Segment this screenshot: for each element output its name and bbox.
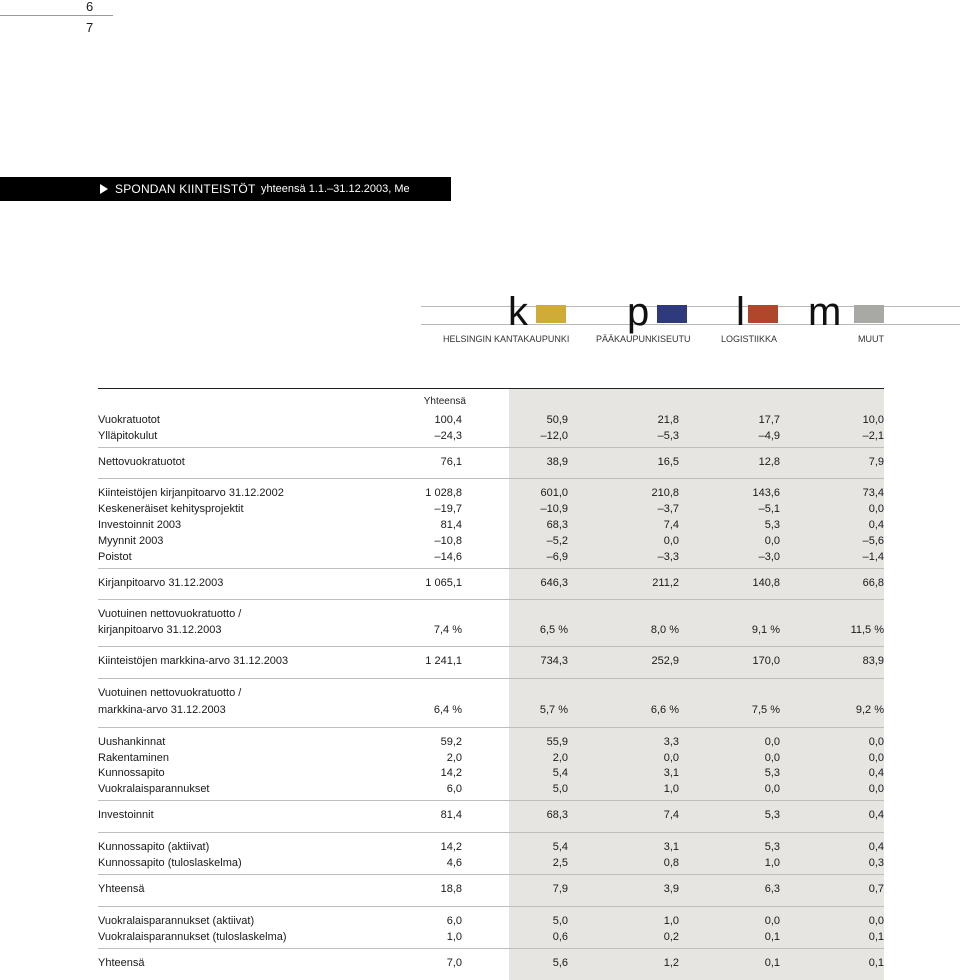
cell-category-m: –1,4 [862, 551, 884, 563]
cell-category-l: 5,3 [764, 519, 780, 531]
cell-category-m: 0,4 [868, 841, 884, 853]
cell-category-k: 68,3 [546, 519, 568, 531]
cell-category-p: –5,3 [657, 430, 679, 442]
cell-category-p: 6,6 % [650, 704, 679, 716]
category-letter-k: k [508, 290, 528, 334]
cell-category-l: 5,3 [764, 767, 780, 779]
cell-category-l: 0,0 [764, 535, 780, 547]
table-top-rule [98, 388, 884, 389]
row-label: Vuokralaisparannukset [98, 783, 210, 795]
cell-total: –19,7 [434, 503, 462, 515]
category-label-m: MUUT [858, 334, 884, 344]
cell-category-m: 0,4 [868, 519, 884, 531]
cell-category-k: 5,4 [552, 841, 568, 853]
cell-total: 6,4 % [433, 704, 462, 716]
cell-category-m: 83,9 [862, 655, 884, 667]
cell-total: –10,8 [434, 535, 462, 547]
cell-total: 81,4 [440, 809, 462, 821]
row-label: Vuokralaisparannukset (tuloslaskelma) [98, 931, 287, 943]
row-label: Investoinnit [98, 809, 154, 821]
cell-category-k: 2,0 [552, 752, 568, 764]
cell-category-m: 66,8 [862, 577, 884, 589]
table-row [0, 429, 960, 444]
cell-category-p: 0,8 [663, 857, 679, 869]
row-divider [98, 948, 884, 949]
cell-category-m: 0,0 [868, 915, 884, 927]
table-row [0, 654, 960, 669]
cell-category-k: 55,9 [546, 736, 568, 748]
cell-category-k: 5,0 [552, 915, 568, 927]
table-row [0, 914, 960, 929]
row-label: Kunnossapito (aktiivat) [98, 841, 210, 853]
cell-total: 1 241,1 [425, 655, 462, 667]
cell-category-m: 73,4 [862, 487, 884, 499]
row-label: Myynnit 2003 [98, 535, 164, 547]
cell-category-k: –10,9 [540, 503, 568, 515]
table-row [0, 686, 960, 701]
row-divider [98, 568, 884, 569]
row-label: Kiinteistöjen markkina-arvo 31.12.2003 [98, 655, 289, 667]
table-row [0, 607, 960, 622]
row-divider [98, 599, 884, 600]
category-color-k [536, 305, 566, 323]
cell-category-l: 0,0 [764, 752, 780, 764]
cell-category-m: 0,4 [868, 809, 884, 821]
cell-category-l: –5,1 [758, 503, 780, 515]
row-label: Uushankinnat [98, 736, 166, 748]
table-row [0, 518, 960, 533]
cell-category-k: 6,5 % [539, 624, 568, 636]
cell-category-p: 0,0 [663, 535, 679, 547]
table-row [0, 751, 960, 766]
category-color-m [854, 305, 884, 323]
cell-category-m: 0,3 [868, 857, 884, 869]
cell-category-k: 38,9 [546, 456, 568, 468]
cell-total: 1,0 [446, 931, 462, 943]
cell-total: 1 028,8 [425, 487, 462, 499]
table-row [0, 735, 960, 750]
row-label: Investoinnit 2003 [98, 519, 182, 531]
cell-category-k: 5,6 [552, 957, 568, 969]
cell-category-p: –3,7 [657, 503, 679, 515]
cell-total: 59,2 [440, 736, 462, 748]
cell-category-l: 0,0 [764, 915, 780, 927]
cell-total: 6,0 [446, 915, 462, 927]
cell-category-l: 5,3 [764, 809, 780, 821]
cell-total: 100,4 [434, 414, 462, 426]
cell-category-l: 0,0 [764, 736, 780, 748]
cell-category-p: 252,9 [651, 655, 679, 667]
cell-category-l: 17,7 [758, 414, 780, 426]
cell-category-p: 3,1 [663, 767, 679, 779]
row-label: Rakentaminen [98, 752, 169, 764]
row-label: Kunnossapito [98, 767, 165, 779]
table-row [0, 534, 960, 549]
row-divider [98, 800, 884, 801]
cell-category-p: 7,4 [663, 809, 679, 821]
category-color-p [657, 305, 687, 323]
cell-category-p: 3,1 [663, 841, 679, 853]
row-divider [98, 447, 884, 448]
cell-category-k: 5,7 % [539, 704, 568, 716]
cell-category-l: 7,5 % [751, 704, 780, 716]
cell-category-p: 21,8 [657, 414, 679, 426]
cell-total: –24,3 [434, 430, 462, 442]
category-color-l [748, 305, 778, 323]
cell-total: 14,2 [440, 841, 462, 853]
table-row [0, 455, 960, 470]
table-row [0, 782, 960, 797]
total-column-header: Yhteensä [423, 396, 466, 407]
table-row [0, 413, 960, 428]
cell-category-l: 5,3 [764, 841, 780, 853]
table-row [0, 766, 960, 781]
row-label: Poistot [98, 551, 132, 563]
cell-category-m: –2,1 [862, 430, 884, 442]
cell-total: 6,0 [446, 783, 462, 795]
row-label: Kunnossapito (tuloslaskelma) [98, 857, 242, 869]
cell-category-p: 1,2 [663, 957, 679, 969]
row-label: Nettovuokratuotot [98, 456, 185, 468]
cell-category-l: 140,8 [752, 577, 780, 589]
table-row [0, 550, 960, 565]
cell-category-m: 10,0 [862, 414, 884, 426]
cell-category-l: 6,3 [764, 883, 780, 895]
cell-category-k: 5,0 [552, 783, 568, 795]
category-label-k: HELSINGIN KANTAKAUPUNKI [443, 334, 570, 344]
cell-category-p: 0,2 [663, 931, 679, 943]
cell-category-k: 734,3 [540, 655, 568, 667]
cell-category-p: 3,3 [663, 736, 679, 748]
cell-category-m: 0,4 [868, 767, 884, 779]
row-label: Yhteensä [98, 883, 145, 895]
row-label: Keskeneräiset kehitysprojektit [98, 503, 244, 515]
cell-category-k: –6,9 [546, 551, 568, 563]
row-divider [98, 727, 884, 728]
table-row [0, 623, 960, 638]
table-row [0, 502, 960, 517]
table-row [0, 703, 960, 718]
cell-category-l: 0,1 [764, 931, 780, 943]
cell-total: 1 065,1 [425, 577, 462, 589]
cell-category-m: 9,2 % [855, 704, 884, 716]
table-row [0, 956, 960, 971]
cell-category-l: 1,0 [764, 857, 780, 869]
page-number-divider [0, 15, 113, 16]
category-label-l: LOGISTIIKKA [721, 334, 778, 344]
cell-category-m: 0,0 [868, 736, 884, 748]
cell-category-l: 0,0 [764, 783, 780, 795]
cell-category-k: –12,0 [540, 430, 568, 442]
category-letter-l: l [736, 290, 745, 334]
row-label: markkina-arvo 31.12.2003 [98, 704, 226, 716]
cell-category-l: 170,0 [752, 655, 780, 667]
row-divider [98, 678, 884, 679]
cell-category-k: 646,3 [540, 577, 568, 589]
row-divider [98, 874, 884, 875]
cell-category-p: 16,5 [657, 456, 679, 468]
cell-category-m: 0,0 [868, 783, 884, 795]
category-letter-m: m [808, 290, 842, 334]
cell-category-l: 12,8 [758, 456, 780, 468]
table-row [0, 808, 960, 823]
cell-category-m: 11,5 % [850, 624, 884, 636]
row-divider [98, 646, 884, 647]
cell-category-m: 0,7 [868, 883, 884, 895]
cell-total: 81,4 [440, 519, 462, 531]
cell-category-p: 3,9 [663, 883, 679, 895]
play-triangle-icon [100, 184, 108, 194]
row-divider [98, 906, 884, 907]
cell-category-l: –4,9 [758, 430, 780, 442]
cell-category-m: 0,1 [868, 957, 884, 969]
cell-category-m: 7,9 [868, 456, 884, 468]
cell-category-p: 8,0 % [650, 624, 679, 636]
cell-category-p: 7,4 [663, 519, 679, 531]
cell-total: 2,0 [446, 752, 462, 764]
row-label: kirjanpitoarvo 31.12.2003 [98, 624, 222, 636]
cell-category-l: 9,1 % [751, 624, 780, 636]
cell-category-k: –5,2 [546, 535, 568, 547]
cell-category-k: 7,9 [552, 883, 568, 895]
page-number-6: 6 [86, 0, 94, 14]
category-label-p: PÄÄKAUPUNKISEUTU [596, 334, 691, 344]
cell-total: 14,2 [440, 767, 462, 779]
cell-category-l: –3,0 [758, 551, 780, 563]
table-row [0, 576, 960, 591]
cell-category-m: 0,1 [868, 931, 884, 943]
cell-total: 18,8 [440, 883, 462, 895]
table-row [0, 840, 960, 855]
row-label: Kirjanpitoarvo 31.12.2003 [98, 577, 224, 589]
row-label: Kiinteistöjen kirjanpitoarvo 31.12.2002 [98, 487, 284, 499]
cell-category-m: 0,0 [868, 503, 884, 515]
section-subtitle: yhteensä 1.1.–31.12.2003, Me [261, 183, 410, 195]
cell-category-k: 601,0 [540, 487, 568, 499]
row-label: Ylläpitokulut [98, 430, 158, 442]
cell-category-m: –5,6 [862, 535, 884, 547]
row-label: Vuokralaisparannukset (aktiivat) [98, 915, 255, 927]
section-title-bar [0, 177, 451, 201]
cell-total: 7,0 [446, 957, 462, 969]
table-row [0, 856, 960, 871]
cell-category-k: 50,9 [546, 414, 568, 426]
cell-category-k: 68,3 [546, 809, 568, 821]
page-number-7: 7 [86, 20, 94, 35]
cell-category-p: –3,3 [657, 551, 679, 563]
table-row [0, 486, 960, 501]
row-label: Vuotuinen nettovuokratuotto / [98, 608, 242, 620]
table-row [0, 930, 960, 945]
row-label: Vuokratuotot [98, 414, 160, 426]
cell-category-p: 0,0 [663, 752, 679, 764]
cell-category-k: 2,5 [552, 857, 568, 869]
row-divider [98, 478, 884, 479]
table-row [0, 882, 960, 897]
cell-category-l: 0,1 [764, 957, 780, 969]
row-label: Vuotuinen nettovuokratuotto / [98, 687, 242, 699]
section-title: SPONDAN KIINTEISTÖT [115, 182, 256, 196]
cell-category-k: 5,4 [552, 767, 568, 779]
cell-total: 76,1 [440, 456, 462, 468]
cell-total: –14,6 [434, 551, 462, 563]
cell-category-p: 1,0 [663, 915, 679, 927]
category-letter-p: p [627, 290, 650, 334]
cell-category-k: 0,6 [552, 931, 568, 943]
cell-category-m: 0,0 [868, 752, 884, 764]
cell-total: 7,4 % [433, 624, 462, 636]
row-divider [98, 832, 884, 833]
cell-category-p: 1,0 [663, 783, 679, 795]
cell-category-l: 143,6 [752, 487, 780, 499]
cell-category-p: 210,8 [651, 487, 679, 499]
row-label: Yhteensä [98, 957, 145, 969]
cell-category-p: 211,2 [652, 577, 679, 589]
cell-total: 4,6 [446, 857, 462, 869]
